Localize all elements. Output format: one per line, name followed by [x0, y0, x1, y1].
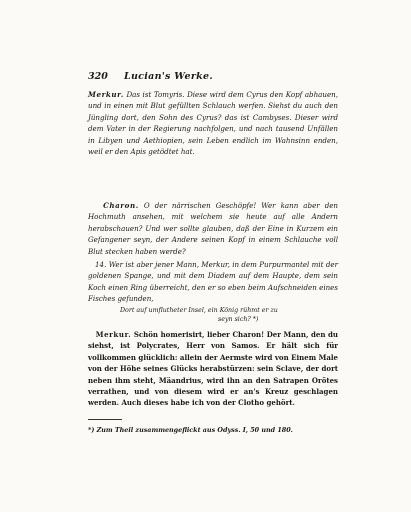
paragraph-text: Das ist Tomyris. Diese wird dem Cyrus den Kopf abhauen, und in einen mit Blut gefüllten Schlauch werfen. Siehst du auch den Jüngling dort, den Sohn des Cyrus? das ist Cambyses. Dieser wird dem Vater in der Regierung nachfolgen, und nach tausend Unfällen in Libyen und Aethiopien, sein Leben endlich im Wahnsinn enden, weil er den Apis getödtet hat.: [88, 90, 338, 157]
section-number: 14.: [95, 260, 107, 269]
paragraph-text: O der närrischen Geschöpfe! Wer kann aber den Hochmuth ansehen, mit welchem sie heute auf alle Andern herabschauen? Und wer sollte glauben, daß der Eine in Kurzem ein Gefangener seyn, der Andere seinen Kopf in einem Schlauche voll Blut stecken haben werde?: [88, 201, 339, 256]
speaker-label: Merkur.: [88, 90, 124, 99]
paragraph-text: Wer ist aber jener Mann, Merkur, in dem Purpurmantel mit der goldenen Spange, und mit dem Diadem auf dem Haupte, dem sein Koch einen Ring überreicht, den er so eben beim Aufschneiden eines Fisches gefunden,: [88, 260, 338, 304]
verse-quote: [120, 306, 332, 324]
paragraph-14: [88, 259, 338, 305]
paragraph-text: Schön homerisirt, lieber Charon! Der Mann, den du siehst, ist Polycrates, Herr von Samos. Er hält sich für vollkommen glücklich: allein der Aermste wird von Einem Male von der Höhe seines Glücks herabstürzen: sein Sclave, der dort neben ihm steht, Mäandrius, wird ihn an den Satrapen Orötes verrathen, und von diesem wird er an's Kreuz geschlagen werden. Auch dieses habe ich von der Clotho gehört.: [88, 330, 338, 408]
verse-line: Dort auf umflutheter Insel, ein König rühmt er zu: [120, 307, 278, 314]
footnote: *) Zum Theil zusammengeflickt aus Odyss. I, 50 und 180.: [88, 426, 293, 434]
paragraph-merkur-2: [88, 329, 338, 409]
speaker-label: Merkur.: [95, 330, 132, 339]
running-title: Lucian's Werke.: [124, 71, 213, 82]
page-number: 320: [88, 71, 108, 82]
paragraph-charon-1: [88, 200, 338, 257]
verse-line: seyn sich? *): [218, 316, 259, 323]
speaker-label: Charon.: [103, 201, 139, 210]
running-header: [88, 71, 338, 85]
paragraph-merkur-1: [88, 89, 338, 157]
footnote-rule: [88, 419, 122, 420]
